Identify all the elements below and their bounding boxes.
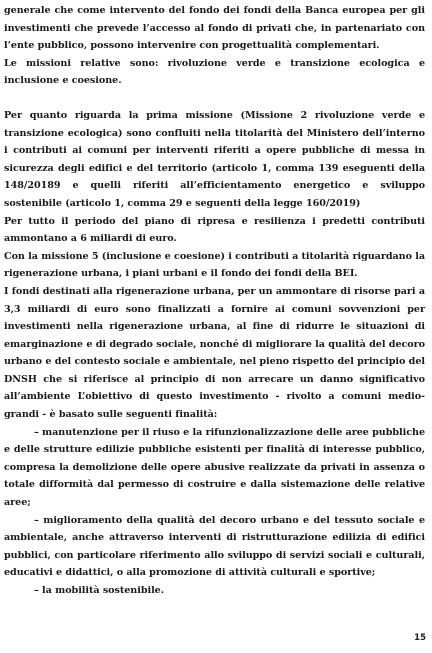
paragraph-spacer bbox=[4, 90, 425, 107]
paragraph-missions: Le missioni relative sono: rivoluzione verde e transizione ecologica e inclusione e coesione. bbox=[4, 57, 425, 87]
list-item-mobility: – la mobilità sostenibile. bbox=[34, 585, 165, 596]
paragraph-bei-fund: generale che come intervento del fondo dei fondi della Banca europea per gli investimenti che prevede l’accesso al fondo di privati che, in partenariato con l’ente pubblico, possono intervenire con progettualità complementari. bbox=[4, 5, 425, 52]
paragraph-contributions-total: Per tutto il periodo del piano di ripresa e resilienza i predetti contributi ammontano a 6 miliardi di euro. bbox=[4, 215, 425, 245]
paragraph-urban-regeneration: I fondi destinati alla rigenerazione urbana, per un ammontare di risorse pari a 3,3 miliardi di euro sono finalizzati a fornire ai comuni sovvenzioni per investimenti nella rigenerazione urbana, al fine di ridurre le situazioni di emarginazione e di degrado sociale, nonché di migliorare la qualità del decoro urbano e del contesto sociale e ambientale, nel pieno rispetto del principio del DNSH che si riferisce al principio di non arrecare un danno significativo all’ambiente L’obiettivo di questo investimento - rivolto a comuni medio-grandi - è basato sulle seguenti finalità: bbox=[4, 285, 425, 421]
paragraph-first-mission: Per quanto riguarda la prima missione (Missione 2 rivoluzione verde e transizione ecologica) sono confluiti nella titolarità del Ministero dell’interno i contributi ai comuni per interventi riferiti a opere pubbliche di messa in sicurezza degli edifici e del territorio (articolo 1, comma 139 eseguenti della 148/20189 e quelli riferiti all’efficientamento energetico e sviluppo sostenibile (articolo 1, comma 29 e seguenti della legge 160/2019) bbox=[4, 109, 425, 209]
list-item-urban-quality: – miglioramento della qualità del decoro urbano e del tessuto sociale e ambientale, anche attraverso interventi di ristrutturazione edilizia di edifici pubblici, con particolare riferimento allo sviluppo di servizi sociali e culturali, educativi e didattici, o alla promozione di attività culturali e sportive; bbox=[4, 514, 425, 579]
paragraph-mission-5: Con la missione 5 (inclusione e coesione) i contributi a titolarità riguardano la rigenerazione urbana, i piani urbani e il fondo dei fondi della BEI. bbox=[4, 250, 425, 280]
list-item-maintenance: – manutenzione per il riuso e la rifunzionalizzazione delle aree pubbliche e delle strutture edilizie pubbliche esistenti per finalità di interesse pubblico, compresa la demolizione delle opere abusive realizzate da privati in assenza o totale difformità dal permesso di costruire e dalla sistemazione delle relative aree; bbox=[4, 426, 425, 509]
page-number: 15 bbox=[414, 633, 426, 643]
